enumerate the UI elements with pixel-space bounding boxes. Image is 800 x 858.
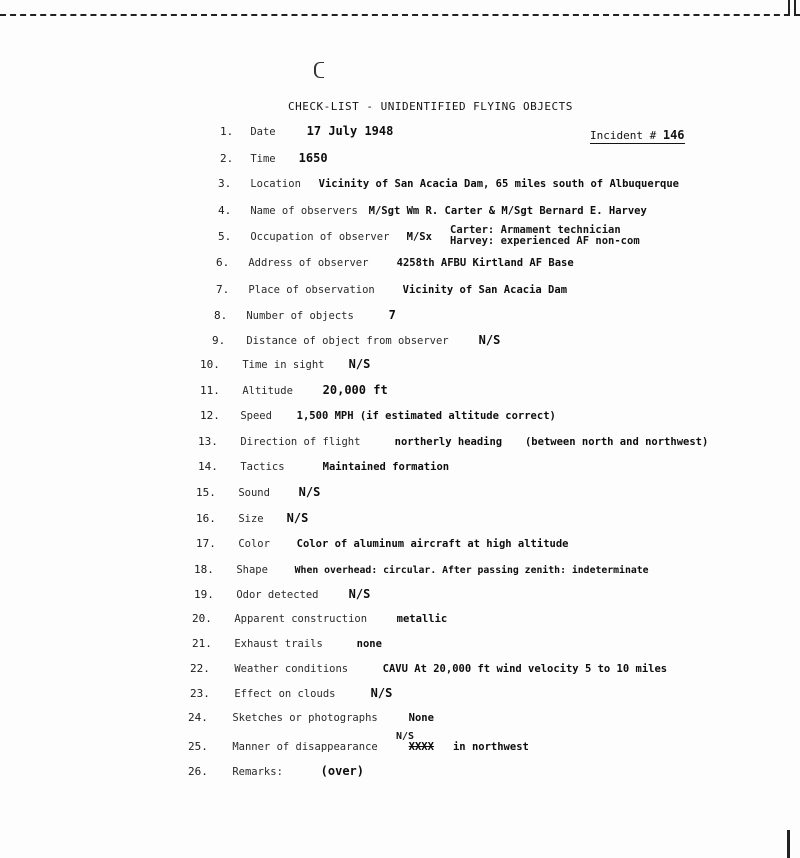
document-title: CHECK-LIST - UNIDENTIFIED FLYING OBJECTS xyxy=(288,100,573,113)
item-number: 22. xyxy=(190,662,210,675)
item-number: 26. xyxy=(188,765,208,778)
item-label: Date xyxy=(250,126,276,138)
item-label: Address of observer xyxy=(248,257,369,269)
item-observers xyxy=(218,204,647,218)
item-value: northerly heading xyxy=(394,436,503,448)
item-value: None xyxy=(408,712,434,724)
incident-number xyxy=(590,128,685,144)
item-value: 1,500 MPH (if estimated altitude correct) xyxy=(296,410,556,422)
item-label: Name of observers xyxy=(250,205,358,217)
item-location xyxy=(218,177,679,191)
item-construction xyxy=(192,612,447,626)
item-number: 2. xyxy=(220,152,234,165)
item-value: N/S xyxy=(370,686,393,700)
item-number: 24. xyxy=(188,711,208,724)
item-value: Color of aluminum aircraft at high altitude xyxy=(296,538,569,550)
item-number: 21. xyxy=(192,637,212,650)
item-value: N/S xyxy=(348,357,371,371)
item-direction xyxy=(198,435,708,449)
item-number: 14. xyxy=(198,460,218,473)
item-label: Direction of flight xyxy=(240,436,361,448)
item-number: 3. xyxy=(218,177,232,190)
item-altitude xyxy=(200,383,388,398)
item-weather xyxy=(190,662,667,676)
item-number: 25. xyxy=(188,740,208,753)
item-label: Shape xyxy=(236,564,268,576)
item-sound xyxy=(196,485,320,500)
occupation-details xyxy=(450,225,640,247)
item-label: Speed xyxy=(240,410,272,422)
item-label: Remarks: xyxy=(232,766,283,778)
item-exhaust xyxy=(192,637,382,651)
item-label: Location xyxy=(250,178,301,190)
item-value: Maintained formation xyxy=(322,461,450,473)
item-date xyxy=(220,124,393,139)
item-size xyxy=(196,511,308,526)
item-number: 15. xyxy=(196,486,216,499)
item-value: none xyxy=(356,638,382,650)
occupation-line-2: Harvey: experienced AF non-com xyxy=(450,235,640,247)
item-number: 8. xyxy=(214,309,228,322)
item-value-struck: XXXX xyxy=(408,741,434,753)
item-label: Color xyxy=(238,538,270,550)
item-number: 5. xyxy=(218,230,232,243)
item-shape xyxy=(194,563,649,578)
item-speed xyxy=(200,409,556,423)
item-distance xyxy=(212,333,500,348)
item-value: N/S xyxy=(478,333,501,347)
item-odor xyxy=(194,587,370,602)
item-color xyxy=(196,537,568,551)
item-value: 7 xyxy=(388,308,396,322)
item-value: N/S xyxy=(298,485,321,499)
item-label: Effect on clouds xyxy=(234,688,336,700)
item-value: 4258th AFBU Kirtland AF Base xyxy=(396,257,574,269)
item-label: Occupation of observer xyxy=(250,231,390,243)
item-value: 1650 xyxy=(298,151,328,165)
item-number: 17. xyxy=(196,537,216,550)
item-remarks xyxy=(188,764,364,779)
item-value: When overhead: circular. After passing zenith: indeterminate xyxy=(294,565,649,576)
item-value-prefix: M/Sx xyxy=(406,231,432,243)
item-value: (over) xyxy=(320,764,365,778)
item-label: Exhaust trails xyxy=(234,638,323,650)
item-number: 13. xyxy=(198,435,218,448)
item-value: in northwest xyxy=(452,741,529,753)
item-value-extra: (between north and northwest) xyxy=(524,436,709,448)
item-label: Time in sight xyxy=(242,359,325,371)
item-label: Size xyxy=(238,513,264,525)
item-label: Altitude xyxy=(242,385,293,397)
item-time xyxy=(220,151,328,166)
item-place xyxy=(216,283,567,297)
item-value: 17 July 1948 xyxy=(306,124,394,138)
item-number: 19. xyxy=(194,588,214,601)
staple-mark xyxy=(314,62,324,78)
item-number: 1. xyxy=(220,125,234,138)
item-number: 6. xyxy=(216,256,230,269)
incident-value: 146 xyxy=(662,128,685,142)
item-label: Odor detected xyxy=(236,589,319,601)
page-edge-right-mark xyxy=(787,830,790,858)
item-effect-on-clouds xyxy=(190,686,392,701)
item-label: Distance of object from observer xyxy=(246,335,449,347)
item-number: 23. xyxy=(190,687,210,700)
item-number: 4. xyxy=(218,204,232,217)
disappearance-correction: N/S xyxy=(396,731,415,742)
item-number: 9. xyxy=(212,334,226,347)
item-number: 7. xyxy=(216,283,230,296)
item-value: CAVU At 20,000 ft wind velocity 5 to 10 miles xyxy=(382,663,668,675)
item-label: Weather conditions xyxy=(234,663,349,675)
item-label: Place of observation xyxy=(248,284,375,296)
incident-label: Incident # xyxy=(590,129,657,142)
occupation-line-1: Carter: Armament technician xyxy=(450,224,621,236)
item-label: Apparent construction xyxy=(234,613,368,625)
item-number: 16. xyxy=(196,512,216,525)
item-label: Time xyxy=(250,153,276,165)
item-disappearance xyxy=(188,740,529,754)
item-label: Tactics xyxy=(240,461,285,473)
item-value: 20,000 ft xyxy=(322,383,388,397)
item-occupation xyxy=(218,230,432,244)
item-value: N/S xyxy=(348,587,371,601)
item-sketches xyxy=(188,711,434,725)
item-number: 12. xyxy=(200,409,220,422)
item-value: Vicinity of San Acacia Dam, 65 miles south of Albuquerque xyxy=(318,178,679,190)
item-number: 18. xyxy=(194,563,214,576)
item-number: 11. xyxy=(200,384,220,397)
item-value: M/Sgt Wm R. Carter & M/Sgt Bernard E. Harvey xyxy=(368,205,647,217)
item-label: Number of objects xyxy=(246,310,354,322)
item-value: Vicinity of San Acacia Dam xyxy=(402,284,568,296)
item-number: 10. xyxy=(200,358,220,371)
edge-mark xyxy=(788,0,796,16)
item-label: Sound xyxy=(238,487,270,499)
item-value: metallic xyxy=(396,613,448,625)
item-tactics xyxy=(198,460,449,474)
page-edge-top xyxy=(0,0,800,16)
item-number: 20. xyxy=(192,612,212,625)
item-time-in-sight xyxy=(200,357,370,372)
item-address xyxy=(216,256,574,270)
item-label: Sketches or photographs xyxy=(232,712,378,724)
item-value: N/S xyxy=(286,511,309,525)
item-number-of-objects xyxy=(214,308,396,323)
item-label: Manner of disappearance xyxy=(232,741,378,753)
